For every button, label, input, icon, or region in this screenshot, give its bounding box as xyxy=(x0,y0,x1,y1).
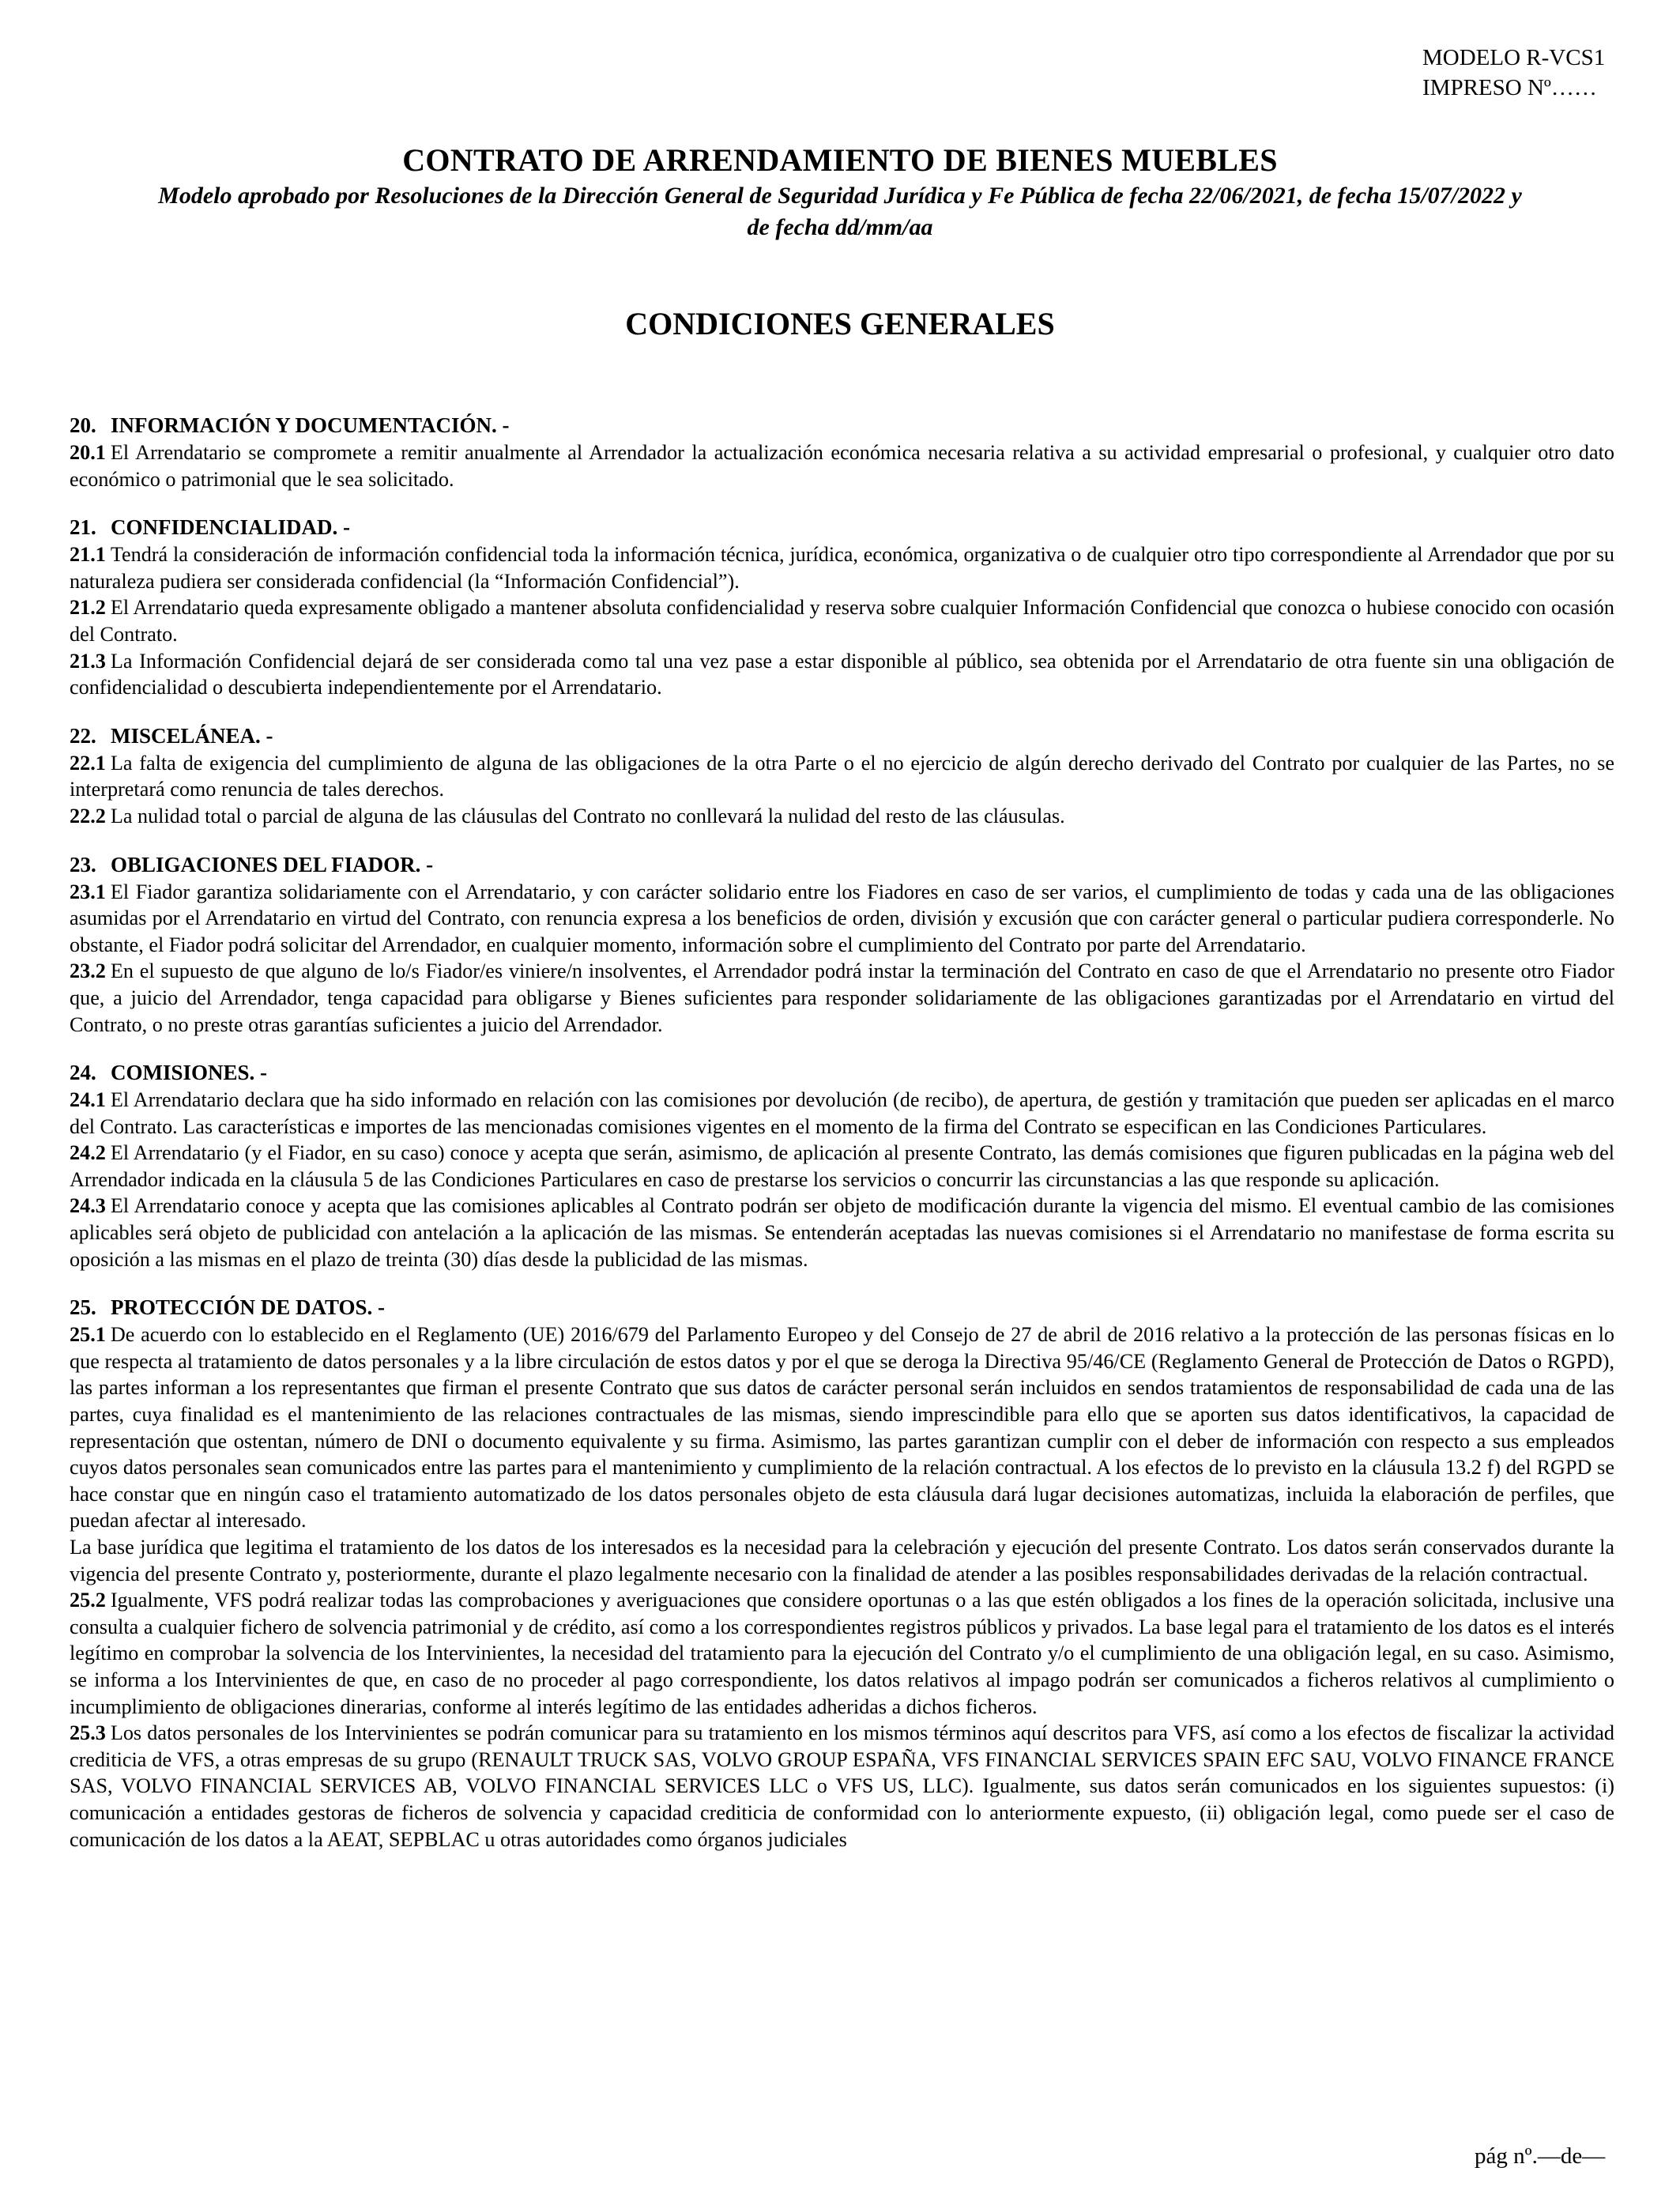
clause-number: 22. xyxy=(70,723,96,748)
paragraph-label: 23.1 xyxy=(70,880,106,903)
clause-number: 24. xyxy=(70,1061,96,1085)
paragraph-text: La falta de exigencia del cumplimiento de alguna de las obligaciones de la otra Parte o el no ejercicio de algún derecho derivado del Contrato por cualquier de las Partes, no se interpretará como renuncia de tales derechos. xyxy=(70,751,1614,801)
document-title: CONTRATO DE ARRENDAMIENTO DE BIENES MUEBLES xyxy=(402,142,1278,178)
paragraph-label: 22.2 xyxy=(70,804,106,827)
document-subtitle: Modelo aprobado por Resoluciones de la Dirección General de Seguridad Jurídica y Fe Pública de fecha 22/06/2021, de fecha 15/07/2022 y de fecha dd/mm/aa xyxy=(158,183,1522,240)
clause-title: INFORMACIÓN Y DOCUMENTACIÓN. - xyxy=(111,413,510,437)
clause-paragraph xyxy=(70,1087,1614,1140)
clause-title: PROTECCIÓN DE DATOS. - xyxy=(111,1295,386,1320)
clause-heading xyxy=(70,1293,1614,1321)
clause-paragraph xyxy=(70,1720,1614,1853)
clause-paragraph xyxy=(70,1193,1614,1272)
model-reference xyxy=(1422,43,1605,103)
paragraph-text: De acuerdo con lo establecido en el Reglamento (UE) 2016/679 del Parlamento Europeo y del Consejo de 27 de abril de 2016 relativo a la protección de las personas físicas en lo que respecta al tratamiento de datos personales y a la libre circulación de estos datos y por el que se deroga la Directiva 95/46/CE (Reglamento General de Protección de Datos o RGPD), las partes informan a los representantes que firman el presente Contrato que sus datos de carácter personal serán incluidos en sendos tratamientos de responsabilidad de cada una de las partes, cuya finalidad es el mantenimiento de las relaciones contractuales de las mismas, siendo imprescindible para ello que se aporten sus datos identificativos, la capacidad de representación que ostentan, número de DNI o documento equivalente y su firma. Asimismo, las partes garantizan cumplir con el deber de información con respecto a sus empleados cuyos datos personales sean comunicados entre las partes para el mantenimiento y cumplimiento de la relación contractual. A los efectos de lo previsto en la cláusula 13.2 f) del RGPD se hace constar que en ningún caso el tratamiento automatizado de los datos personales objeto de esta cláusula dará lugar decisiones automatizas, incluida la elaboración de perfiles, que puedan afectar al interesado. xyxy=(70,1323,1614,1532)
paragraph-text: El Arrendatario (y el Fiador, en su caso) conoce y acepta que serán, asimismo, de aplicación al presente Contrato, las demás comisiones que figuren publicadas en la página web del Arrendador indicada en la cláusula 5 de las Condiciones Particulares en caso de prestarse los servicios o concurrir las circunstancias a las que responde su aplicación. xyxy=(70,1141,1614,1191)
paragraph-label: 25.1 xyxy=(70,1323,106,1347)
clause-number: 23. xyxy=(70,852,96,876)
clause-23 xyxy=(70,850,1614,1039)
clause-paragraph xyxy=(70,1140,1614,1193)
clause-paragraph xyxy=(70,1587,1614,1720)
paragraph-text: El Fiador garantiza solidariamente con el Arrendatario, y con carácter solidario entre los Fiadores en caso de ser varios, el cumplimiento de todas y cada una de las obligaciones asumidas por el Arrendatario en virtud del Contrato, con renuncia expresa a los beneficios de orden, división y excusión que con carácter general o particular pudiera corresponderle. No obstante, el Fiador podrá solicitar del Arrendador, en cualquier momento, información sobre el cumplimiento del Contrato por parte del Arrendatario. xyxy=(70,880,1614,956)
clause-number: 25. xyxy=(70,1295,96,1320)
clause-paragraph xyxy=(70,594,1614,647)
clause-title: CONFIDENCIALIDAD. - xyxy=(111,515,351,540)
clause-heading xyxy=(70,722,1614,750)
paragraph-text: La base jurídica que legitima el tratamiento de los datos de los interesados es la necesidad para la celebración y ejecución del presente Contrato. Los datos serán conservados durante la vigencia del presente Contrato y, posteriormente, durante el plazo legalmente necesario con la finalidad de atender a las posibles responsabilidades derivadas de la relación contractual. xyxy=(70,1536,1614,1585)
impreso-number: IMPRESO Nº…… xyxy=(1422,75,1597,100)
clause-heading xyxy=(70,513,1614,541)
clause-paragraph xyxy=(70,648,1614,701)
clause-paragraph xyxy=(70,1321,1614,1534)
clause-paragraph xyxy=(70,1534,1614,1587)
document-body xyxy=(70,411,1614,1873)
paragraph-label: 22.1 xyxy=(70,751,106,775)
paragraph-label: 24.3 xyxy=(70,1194,106,1218)
paragraph-label: 25.2 xyxy=(70,1589,106,1612)
paragraph-text: Los datos personales de los Intervinientes se podrán comunicar para su tratamiento en los mismos términos aquí descritos para VFS, así como a los efectos de fiscalizar la actividad crediticia de VFS, a otras empresas de su grupo (RENAULT TRUCK SAS, VOLVO GROUP ESPAÑA, VFS FINANCIAL SERVICES SPAIN EFC SAU, VOLVO FINANCE FRANCE SAS, VOLVO FINANCIAL SERVICES AB, VOLVO FINANCIAL SERVICES LLC o VFS US, LLC). Igualmente, sus datos serán comunicados en los siguientes supuestos: (i) comunicación a entidades gestoras de ficheros de solvencia y capacidad crediticia de conformidad con lo anteriormente expuesto, (ii) obligación legal, como puede ser el caso de comunicación de los datos a la AEAT, SEPBLAC u otras autoridades como órganos judiciales xyxy=(70,1721,1614,1851)
section-header: CONDICIONES GENERALES xyxy=(625,306,1055,341)
clause-paragraph xyxy=(70,541,1614,594)
model-code: MODELO R-VCS1 xyxy=(1422,45,1606,70)
clause-title: OBLIGACIONES DEL FIADOR. - xyxy=(111,852,434,876)
clause-20 xyxy=(70,411,1614,492)
paragraph-text: El Arrendatario se compromete a remitir anualmente al Arrendador la actualización económica necesaria relativa a su actividad empresarial o profesional, y cualquier otro dato económico o patrimonial que le sea solicitado. xyxy=(70,441,1614,491)
paragraph-label: 24.2 xyxy=(70,1141,106,1165)
clause-24 xyxy=(70,1058,1614,1272)
paragraph-text: El Arrendatario declara que ha sido informado en relación con las comisiones por devolución (de recibo), de apertura, de gestión y tramitación que pueden ser aplicadas en el marco del Contrato. Las características e importes de las mencionadas comisiones vigentes en el momento de la firma del Contrato se especifican en las Condiciones Particulares. xyxy=(70,1088,1614,1138)
clause-paragraph xyxy=(70,879,1614,959)
clause-title: COMISIONES. - xyxy=(111,1061,268,1085)
paragraph-label: 20.1 xyxy=(70,441,106,464)
clause-25 xyxy=(70,1293,1614,1853)
clause-heading xyxy=(70,850,1614,879)
paragraph-text: Igualmente, VFS podrá realizar todas las comprobaciones y averiguaciones que considere oportunas o a las que estén obligados a los fines de la operación solicitada, inclusive una consulta a cualquier fichero de solvencia patrimonial y de crédito, así como a los correspondientes registros públicos y privados. La base legal para el tratamiento de los datos es el interés legítimo en comprobar la solvencia de los Intervinientes, la necesidad del tratamiento para la ejecución del Contrato y/o el cumplimiento de una obligación legal, en su caso. Asimismo, se informa a los Intervinientes de que, en caso de no proceder al pago correspondiente, los datos relativos al impago podrán ser comunicados a ficheros relativos al cumplimiento o incumplimiento de obligaciones dinerarias, conforme al interés legítimo de las entidades adheridas a dichos ficheros. xyxy=(70,1589,1614,1718)
paragraph-label: 21.3 xyxy=(70,649,106,673)
clause-paragraph xyxy=(70,958,1614,1038)
paragraph-text: La Información Confidencial dejará de ser considerada como tal una vez pase a estar disponible al público, sea obtenida por el Arrendatario de otra fuente sin una obligación de confidencialidad o descubierta independientemente por el Arrendatario. xyxy=(70,649,1614,699)
paragraph-text: La nulidad total o parcial de alguna de las cláusulas del Contrato no conllevará la nulidad del resto de las cláusulas. xyxy=(110,804,1065,827)
paragraph-label: 25.3 xyxy=(70,1721,106,1745)
paragraph-text: Tendrá la consideración de información confidencial toda la información técnica, jurídica, económica, organizativa o de cualquier otro tipo correspondiente al Arrendador que por su naturaleza pudiera ser considerada confidencial (la “Información Confidencial”). xyxy=(70,543,1614,593)
clause-paragraph xyxy=(70,803,1614,830)
paragraph-text: En el supuesto de que alguno de lo/s Fiador/es viniere/n insolventes, el Arrendador podrá instar la terminación del Contrato en caso de que el Arrendatario no presente otro Fiador que, a juicio del Arrendador, tenga capacidad para obligarse y Bienes suficientes para responder solidariamente de las obligaciones garantizadas por el Arrendatario en virtud del Contrato, o no preste otras garantías suficientes a juicio del Arrendador. xyxy=(70,959,1614,1036)
clause-number: 21. xyxy=(70,515,96,540)
paragraph-text: El Arrendatario queda expresamente obligado a mantener absoluta confidencialidad y reserva sobre cualquier Información Confidencial que conozca o hubiese conocido con ocasión del Contrato. xyxy=(70,596,1614,646)
clause-21 xyxy=(70,513,1614,701)
paragraph-label: 21.2 xyxy=(70,596,106,620)
paragraph-label: 24.1 xyxy=(70,1088,106,1112)
paragraph-label: 21.1 xyxy=(70,543,106,567)
paragraph-text: El Arrendatario conoce y acepta que las comisiones aplicables al Contrato podrán ser objeto de modificación durante la vigencia del mismo. El eventual cambio de las comisiones aplicables será objeto de publicidad con antelación a la aplicación de las mismas. Se entenderán aceptadas las nuevas comisiones si el Arrendatario no manifestase de forma escrita su oposición a las mismas en el plazo de treinta (30) días desde la publicidad de las mismas. xyxy=(70,1194,1614,1271)
clause-paragraph xyxy=(70,439,1614,492)
clause-heading xyxy=(70,411,1614,439)
page-number: pág nº.—de— xyxy=(1475,2143,1606,2169)
clause-22 xyxy=(70,722,1614,830)
clause-title: MISCELÁNEA. - xyxy=(111,723,273,748)
clause-paragraph xyxy=(70,750,1614,803)
paragraph-label: 23.2 xyxy=(70,959,106,983)
clause-number: 20. xyxy=(70,413,96,437)
clause-heading xyxy=(70,1058,1614,1087)
